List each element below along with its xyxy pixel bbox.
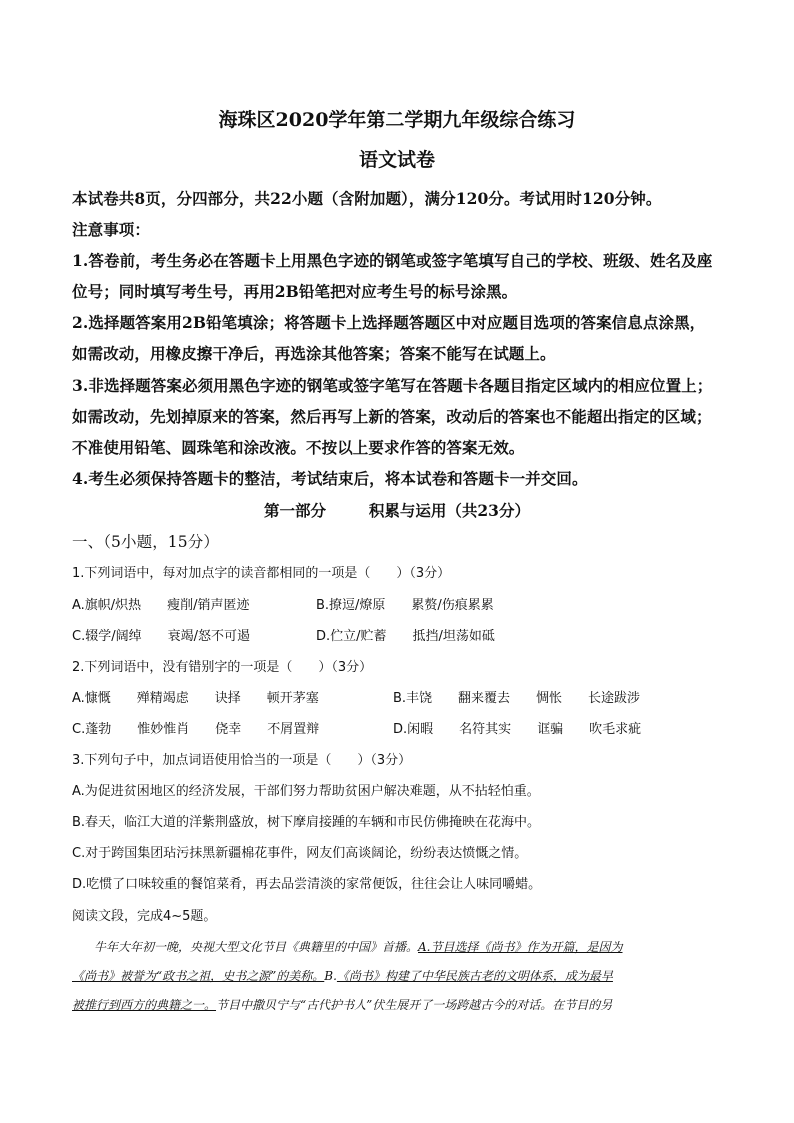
question-stem: 2.下列词语中，没有错别字的一项是（ ）（3分） [72, 660, 373, 675]
notice-line: 3.非选择题答案必须用黑色字迹的钢笔或签字笔写在答题卡各题目指定区域内的相应位置上； [72, 376, 713, 395]
question-stem: 3.下列句子中，加点词语使用恰当的一项是（ ）（3分） [72, 753, 412, 768]
option-c: C.对于跨国集团玷污抹黑新疆棉花事件，网友们高谈阔论，纷纷表达愤慨之情。 [72, 846, 528, 861]
notice-line: 1.答卷前，考生务必在答题卡上用黑色字迹的钢笔或签字笔填写自己的学校、班级、姓名及座 [72, 251, 713, 270]
option-b: B.丰饶 翻来覆去 惆怅 长途跋涉 [393, 691, 641, 706]
option-c: C.辍学/阔绰 衰竭/怒不可遏 [72, 629, 250, 644]
passage-line [72, 938, 732, 955]
option-a: A.慷慨 殚精竭虑 诀择 顿开茅塞 [72, 691, 319, 706]
option-d: D.闲暇 名符其实 诓骗 吹毛求疵 [393, 722, 642, 737]
option-a: A.旗帜/炽热 瘦削/销声匿迹 [72, 598, 250, 613]
passage-underlined: 《尚书》构建了中华民族古老的文明体系，成为最早 [336, 969, 613, 983]
notice-line: 不准使用铅笔、圆珠笔和涂改液。不按以上要求作答的答案无效。 [72, 438, 525, 457]
page-title: 海珠区2020学年第二学期九年级综合练习 [218, 109, 576, 131]
option-d: D.伫立/贮蓄 抵挡/坦荡如砥 [316, 629, 495, 644]
passage-text: 节目中撒贝宁与“古代护书人”伏生展开了一场跨越古今的对话。在节目的另 [216, 998, 613, 1012]
notice-line: 如需改动，用橡皮擦干净后，再选涂其他答案；答案不能写在试题上。 [72, 344, 556, 363]
option-d: D.吃惯了口味较重的餐馆菜肴，再去品尝清淡的家常便饭，往往会让人味同嚼蜡。 [72, 877, 542, 892]
option-a: A.为促进贫困地区的经济发展，干部们努力帮助贫困户解决难题，从不拈轻怕重。 [72, 784, 540, 799]
notice-line: 如需改动，先划掉原来的答案，然后再写上新的答案，改动后的答案也不能超出指定的区域； [72, 407, 712, 426]
passage-line [72, 996, 732, 1013]
option-c: C.蓬勃 惟妙惟肖 侥幸 不屑置辩 [72, 722, 320, 737]
passage-underlined: 《尚书》被誉为“政书之祖，史书之源”的美称。 [72, 969, 325, 983]
option-b: B.春天，临江大道的洋紫荆盛放，树下摩肩接踵的车辆和市民仿佛掩映在花海中。 [72, 815, 541, 830]
question-stem: 1.下列词语中，每对加点字的读音都相同的一项是（ ）（3分） [72, 566, 451, 581]
notice-line: 位号；同时填写考生号，再用2B铅笔把对应考生号的标号涂黑。 [72, 282, 518, 301]
option-b: B.撩逗/燎原 累赘/伤痕累累 [316, 598, 494, 613]
page-subtitle: 语文试卷 [358, 149, 435, 171]
reading-instruction: 阅读文段，完成4~5题。 [72, 909, 217, 924]
passage-line [72, 967, 732, 984]
passage-text: B. [324, 969, 337, 983]
part-heading [0, 499, 794, 521]
passage-underlined: A.节目选择《尚书》作为开篇，是因为 [418, 940, 623, 954]
passage-text: 牛年大年初一晚，央视大型文化节目《典籍里的中国》首播。 [94, 940, 419, 954]
notice-line: 2.选择题答案用2B铅笔填涂；将答题卡上选择题答题区中对应题目选项的答案信息点涂黑， [72, 313, 706, 332]
part-title: 积累与运用（共23分） [368, 501, 530, 520]
exam-intro: 本试卷共8页，分四部分，共22小题（含附加题），满分120分。考试用时120分钟。 [72, 189, 662, 208]
notice-line: 4.考生必须保持答题卡的整洁，考试结束后，将本试卷和答题卡一并交回。 [72, 469, 588, 488]
part-label: 第一部分 [264, 501, 327, 520]
notice-heading: 注意事项： [72, 220, 151, 239]
section-heading: 一、（5小题，15分） [72, 533, 219, 551]
passage-underlined: 被推行到西方的典籍之一。 [72, 998, 217, 1012]
